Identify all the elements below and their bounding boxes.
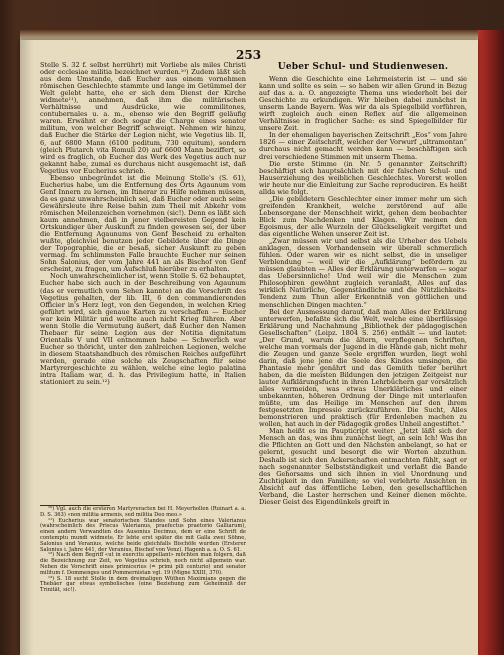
right-column: [259, 62, 467, 506]
book-cover-edge: [478, 30, 504, 655]
right-paragraph: „Zwar müssen wir und selbst als die Urheber des Uebels anklagen, dessen Vorhandensein wir überall schmerzlich fühlen. Oder waren wir es nicht selbst, die in unseliger Verblendung — weil wir die „Aufklärung“ befördern zu müssen glaubten — Alles der Erklärung unterwarfen — sogar das Uebersinnliche! Und weil wir die Menschen zum Philosophiren gewöhnt zugleich veranlaßt, Alles auf das wirklich Natürliche, Gegenständliche und die Nützlichkeits-Tendenz zum Thun aller Erkenntniß von göttlichen und menschlichen Dingen machten.“: [259, 237, 467, 309]
right-paragraph: Man heißt es im Paupticript weiter: „Jetzt läßt sich der Mensch an das, was ihm zunächst liegt, an sein Ich! Was ihn die Pflichten an Gott und den Nächsten anbelangt, so hat er gelernt, gesucht und besorgt die wir Worten abzuthun. Deshalb ist sich den Ackerschaften entmachten fühlt, sagt er nach sogenannter Selbstständigkeit und verlaßt die Bande des Gehorsams und sich ihnen in viel Unordnung und Zuchtigkeit in den Familien; so viel verlehrte Ansichten in Absicht auf das öffentliche Leben, den gesellschaftlichen Verband, die Laster herrschen und Keiner dienen möchte. Dieser Geist des Eigendünkels greift in: [259, 427, 467, 506]
left-paragraph: Noch unwahrscheinlicher ist, wenn Stolle S. 62 behauptet, Eucher habe sich auch in der Beschreibung von Agaunum (das er vermutlich vom Sehen kannte) an die Vorschrift des Vegetius gehalten, der lib. III, 6 den commandierenden Officier in's Herz legt, von den Gegenden, in welchen Krieg geführt wird, sich genaue Karten zu verschaffen — Eucher war kein Militär und wollte auch nicht Krieg führen. Aber wenn Stolle die Vermutung äußert, daß Eucher den Namen Thebaer für seine Legion aus der Notitia dignitatum Orientalis V und VII entnommen habe — Schwerlich war Eucher so thöricht, unter den zahlreichen Legionen, welche in diesem Staatshandbuch des römischen Reiches aufgeführt werden, gerade eine solche als Zeugschaften für seine Martyrergeschichte zu wählen, welche eine legio palatina intra Italiam war, d. h. das Privilegium hatte, in Italien stationiert zu sein.¹²): [40, 272, 246, 387]
book-top-edge: [20, 30, 504, 40]
footnotes: [40, 507, 246, 594]
footnote: ¹²) Nach dem Begriff «ut in exercitu appellant» möchten man folgern, daß die Bezeichnung zur Zeit, wo Vegetius schrieb, noch nicht allgemein war. Neben die Vorschrift eines primicerius (= primi pili centurio) und senator militum f. Dommenges und Pommernistan vgl. 19 (Migne XXIII, 370).: [40, 552, 246, 576]
left-column: [40, 62, 246, 386]
left-paragraph: Ebenso unbegründet ist die Meinung Stolle's (S. 61), Eucherius habe, um die Entfernung des Orts Agaunum vom Genf Innern zu lernen, im Itinerar zu Hilfe nehmen müssen, da es ganz unwahrscheinlich sei, daß Eucher oder auch seine Gewährsleute ihre Reise bahin zum Theil mit Abkehr vom römischen Meilenzeichen vornehmen (sic!). Denn es läßt sich kaum annehmen, daß in jener vielbereisten Gegend kein Ortskundiger über Auskunft zu finden gewesen sei, der über die Entfernung Agaunums von Genf Bescheid zu erhalten wußte, gleichviel benutzen jeder Gebildete über die Dinge der Topographie, die er besaß, sicher Auskunft zu geben vermag. Im schlimmsten Falle brauchte Eucher nur seinen Sohn Salonius, der vom Jahre 441 an als Bischof von Genf erscheint, zu fragen, um Aufschluß hierüber zu erhalten.: [40, 173, 246, 274]
right-paragraph: Die erste Stimme (in Nr. 5 genannter Zeitschrift) beschäftigt sich hauptsächlich mit der falschen Schul- und Hauserziehung des weiblichen Geschlechtes. Vorerst wollen wir heute nur die Einleitung zur Sache reproduciren. Es heißt allda wie folgt.: [259, 159, 467, 196]
footnote: ¹³) S. 18 sucht Stolle in dem dreimaligen Wüthen Maximians gegen die Thebäer gar etwas symbolisches (eine Beziehung zum Geheimniß der Trinität, sic!).: [40, 575, 246, 594]
right-paragraph: Bei der Ausmessung darauf, daß man Alles der Erklärung unterwerfen, befaßte sich die Welt, welche eine überflüssige Erklärung und Nachahmung „Bibliothek der pädagogischen Gesellschaften“ (Leipz. 1804 S. 256) enthält — und lautet: „Der Grund, warum die ältern, verpflegenen Schriften, welche man vormals der Jugend in die Hände gab, nicht mehr die Zeugen und ganze Seele ergriffen wurden, liegt wohl darin, daß jene jene die Seele des Kindes umsingen, die Phantasie mehr genährt und das Gemüth tiefer berührt haben, da die meisten Bildungen den jetzigen Zeitgeist nur lauter Aufklärungsfucht in ihren Lehrbüchern gar vorsätzlich alles vermeiden, was etwas Unerklärliches und einer unbekannten, höheren Ordnung der Dinge mit unterlaufen müßte, um das Heilige im Menschen auf den ihrem festgesetzten Impressio zurückzuführen. Die Sucht, Alles bemonstrieren und praktisch (für Erdenleben machen zu wollen, hat auch in der Pädagogik großes Unheil angestiftet.“: [259, 307, 467, 429]
footnote: ¹⁰) Vgl. auch die ersteren Martyreracten bei H. Meyerhollen (Ruinart a. a. D. S. 363) «non militia armenis, sed militia Deo meo.»: [40, 506, 246, 518]
left-paragraph: Stelle S. 32 f. selbst herrührt) mit Vorliebe als miles Christi oder ecclesiae militia bezeichnet wurden.¹⁰) Zudem läßt sich aus dem Umstande, daß Eucher aus einem vornehmen römischen Geschlechte stammte und lange im Getümmel der Welt gelebt hatte, ehe er sich dem Dienst der Kirche widmete¹¹), annehmen, daß ihm die militärischen Verhältnisse und Ausdrücke, wie commilitones, contubernales u. a. m., ebenso wie den Begriff geläufig waren. Erwähnt er doch sogar die Charge eines senator militum, von welcher Begriff schweigt. Nehmen wir hinzu, daß Eucher die Stärke der Legion nicht, wie Vegetius lib. II, 6, auf 6800 Mann (6100 peditum, 730 equitum), sondern (gleich Plutarch vita Romuli 20) auf 6600 Mann beziffert, so wird es fraglich, ob Eucher das Werk des Vegetius auch nur gekannt habe, zumal es durchaus nicht ausgemacht ist, daß Vegetius vor Eucherius schrieb.: [40, 61, 246, 175]
right-paragraph: Wenn die Geschichte eine Lehrmeisterin ist — und sie kann und sollte es sein — so haben wir allen Grund in Bezug auf das a. a. O. angezeigte Thema uns wiederholt bei der Geschichte zu erkundigen. Wir bleiben dabei zunächst in unserm Lande Bayern. Was wir da als Spiegelbild vorführen, wirft zugleich auch einen Reflex auf die allgemeinen Verhältnisse in fraglicher Sache: es sind Spiegelbilder für unsere Zeit.: [259, 75, 467, 133]
page-number: 253: [236, 48, 262, 62]
section-heading: Ueber Schul- und Studienwesen.: [277, 62, 449, 72]
right-paragraph: „Die gebildetern Geschlechter einer immer mehr um sich greifenden Krankheit, welche zerstörend auf alle Lebensorgane der Menschheit wirkt, gehen dem beobachter Blick zum Nachdenken und Klagen. Wir meinen den Egoismus, der alle Wurzeln der Glückseligkeit vergiftet und das eigentliche Wehen unserer Zeit ist.: [259, 194, 467, 239]
right-paragraph: In der ehemaligen bayerischen Zeitschrift „Eos“ vom Jahre 1826 — einer Zeitschrift, welcher der Vorwurf „ultramontan“ durchaus nicht gemacht werden kann — beschäftigen sich drei verschiedene Stimmen mit unserm Thema.: [259, 131, 467, 161]
footnote: ¹¹) Eucherius war senatorischen Standes und Sohn eines Valerianus (wahrscheinlich des Priscus Valerianus, praefectus praetorio Galliarum), einen andern Verwandten des Ausonius Decimus, dem er eine Schrift de contemptu mundi widmete. Er lebte erst später die mit Galla zwei Söhne, Salonius und Veranius, welche beide gleichfalls Bischöfe wurden (Ersterer Salonius i. Jahre 441, der Veranius, Bischof von Venz). Hagenb a. a. O. S. 61.: [40, 517, 246, 553]
